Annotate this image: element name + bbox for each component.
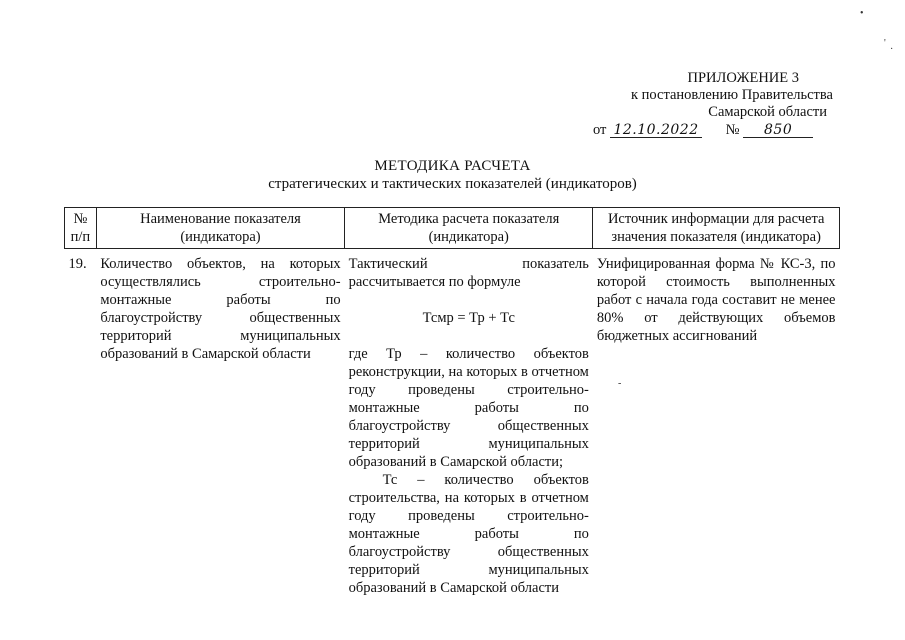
number-label: № — [725, 122, 740, 138]
appendix-label: ПРИЛОЖЕНИЕ 3 — [687, 70, 799, 86]
appendix-date-line — [593, 122, 833, 139]
appendix-resolution-line: к постановлению Правительства — [631, 87, 833, 103]
formula: Тсмр = Тр + Тс — [422, 310, 515, 326]
method-tr-definition: где Тр – количество объектов реконструкции, на которых в отчетном году проведены строительно-монтажные работы по благоустройству общественных территорий муниципальных образований в Самарской области; — [348, 346, 589, 470]
header-method: Методика расчета показателя (индикатора) — [345, 208, 593, 249]
scan-dot: • — [860, 8, 864, 19]
title-sub: стратегических и тактических показателей (индикаторов) — [268, 176, 637, 192]
scan-dot: · — [890, 44, 894, 55]
method-intro: Тактический показатель рассчитывается по формуле — [348, 256, 589, 290]
header-source: Источник информации для расчета значения показателя (индикатора) — [593, 208, 840, 249]
method-cell — [345, 255, 593, 597]
scan-dash: - — [618, 378, 622, 389]
appendix-block — [593, 70, 833, 138]
document-title — [0, 157, 905, 193]
row-number: 19. — [68, 256, 87, 272]
title-main: МЕТОДИКА РАСЧЕТА — [374, 158, 531, 174]
header-number: № п/п — [65, 208, 97, 249]
method-tc-definition: Тс – количество объектов строительства, на которых в отчетном году проведены строительно-монтажные работы по благоустройству общественных территорий муниципальных образований в Самарской области — [348, 472, 589, 596]
handwritten-number: 850 — [743, 123, 813, 138]
scan-tick: ' — [884, 38, 886, 49]
indicator-table — [64, 207, 840, 597]
source-cell: Унифицированная форма № КС-3, по которой стоимость выполненных работ с начала года составит не менее 80% от действующих объемов бюджетных ассигнований — [596, 256, 836, 344]
from-label: от — [593, 122, 607, 138]
appendix-region-line: Самарской области — [708, 104, 827, 120]
handwritten-date: 12.10.2022 — [610, 123, 702, 138]
indicator-name: Количество объектов, на которых осуществлялись строительно-монтажные работы по благоустройству общественных территорий муниципальных образований в Самарской области — [100, 256, 341, 362]
header-name: Наименование показателя (индикатора) — [96, 208, 344, 249]
table-row — [65, 255, 840, 597]
table-header-row — [65, 208, 840, 249]
